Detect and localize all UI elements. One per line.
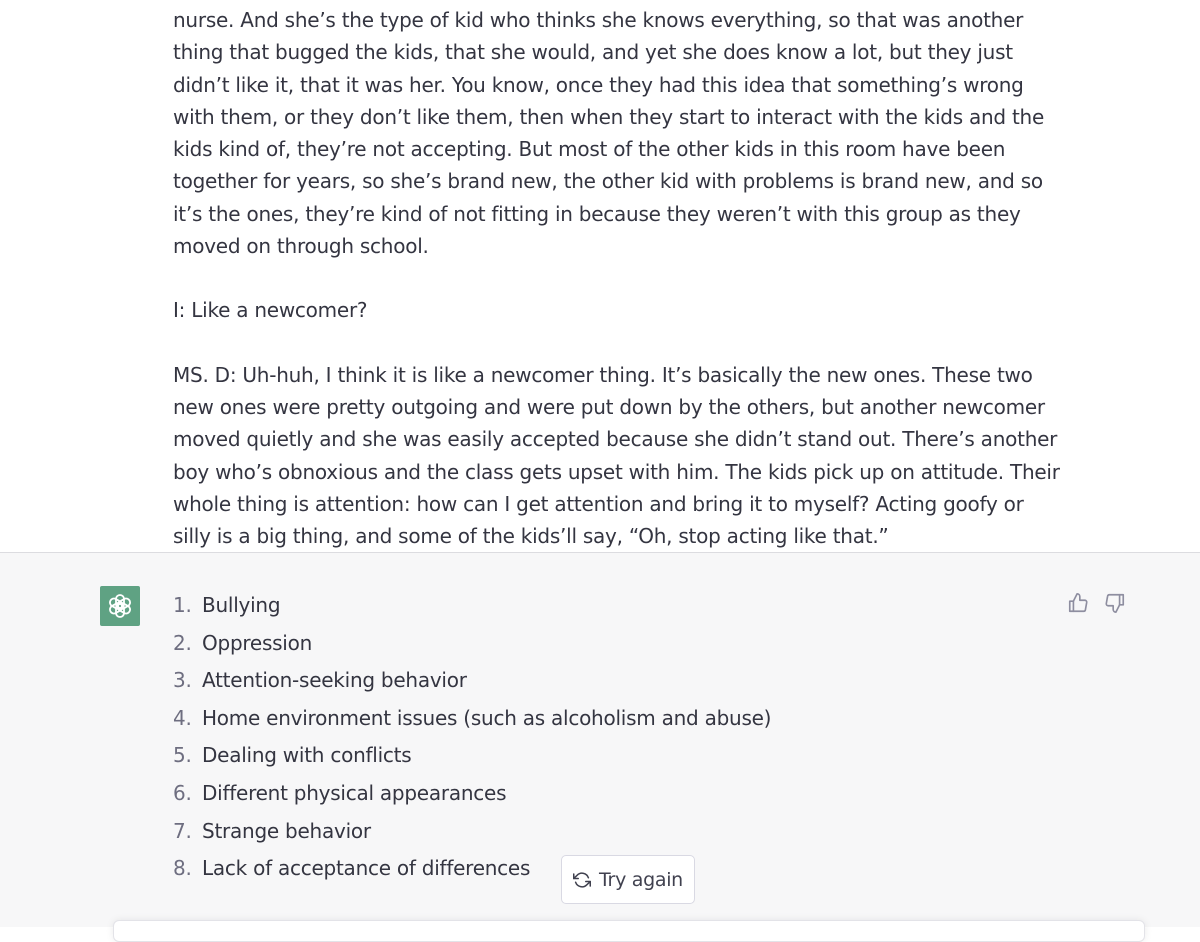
list-number: 3. [173,668,192,693]
list-number: 6. [173,780,192,805]
list-item [173,587,771,625]
list-text: Different physical appearances [202,780,507,805]
user-paragraph: MS. D: Uh-huh, I think it is like a newcomer thing. It’s basically the new ones. These two new ones were pretty outgoing and were put down by the others, but another newcomer moved quietly and she was easily accepted because she didn’t stand out. There’s another boy who’s obnoxious and the class gets upset with him. The kids pick up on attitude. Their whole thing is attention: how can I get attention and bring it to myself? Acting goofy or silly is a big thing, and some of the kids’ll say, “Oh, stop acting like that.” [173,362,1060,549]
thumbs-down-button[interactable] [1103,591,1127,615]
list-text: Dealing with conflicts [202,743,412,768]
list-item [173,625,771,663]
assistant-message [0,553,1200,927]
list-number: 4. [173,705,192,730]
list-text: Oppression [202,630,313,655]
list-item [173,662,771,700]
user-message-text [173,4,1063,584]
thumbs-up-icon [1067,592,1089,614]
list-text: Lack of acceptance of differences [202,856,531,881]
list-number: 1. [173,593,192,617]
answer-list [173,587,771,888]
list-item [173,700,771,738]
list-number: 2. [173,630,192,655]
message-input[interactable] [113,920,1145,942]
user-paragraph: I: Like a newcomer? [173,298,368,323]
list-text: Home environment issues (such as alcoholism and abuse) [202,705,772,730]
list-text: Bullying [202,593,281,617]
openai-logo-icon [106,592,134,620]
try-again-button[interactable] [561,855,695,904]
list-text: Attention-seeking behavior [202,668,467,693]
thumbs-up-button[interactable] [1066,591,1090,615]
refresh-icon [573,871,591,889]
list-text: Strange behavior [202,818,371,843]
list-number: 5. [173,743,192,768]
list-item [173,775,771,813]
user-paragraph: nurse. And she’s the type of kid who thinks she knows everything, so that was another thing that bugged the kids, that she would, and yet she does know a lot, but they just didn’t like it, that it was her. You know, once they had this idea that something’s wrong with them, or they don’t like them, then when they start to interact with the kids and the kids kind of, they’re not accepting. But most of the other kids in this room have been together for years, so she’s brand new, the other kid with problems is brand new, and so it’s the ones, they’re kind of not fitting in because they weren’t with this group as they moved on through school. [173,8,1045,259]
list-number: 7. [173,818,192,843]
assistant-avatar [100,586,140,626]
try-again-label: Try again [599,868,683,891]
list-number: 8. [173,856,192,881]
list-item [173,737,771,775]
list-item [173,813,771,851]
thumbs-down-icon [1104,592,1126,614]
